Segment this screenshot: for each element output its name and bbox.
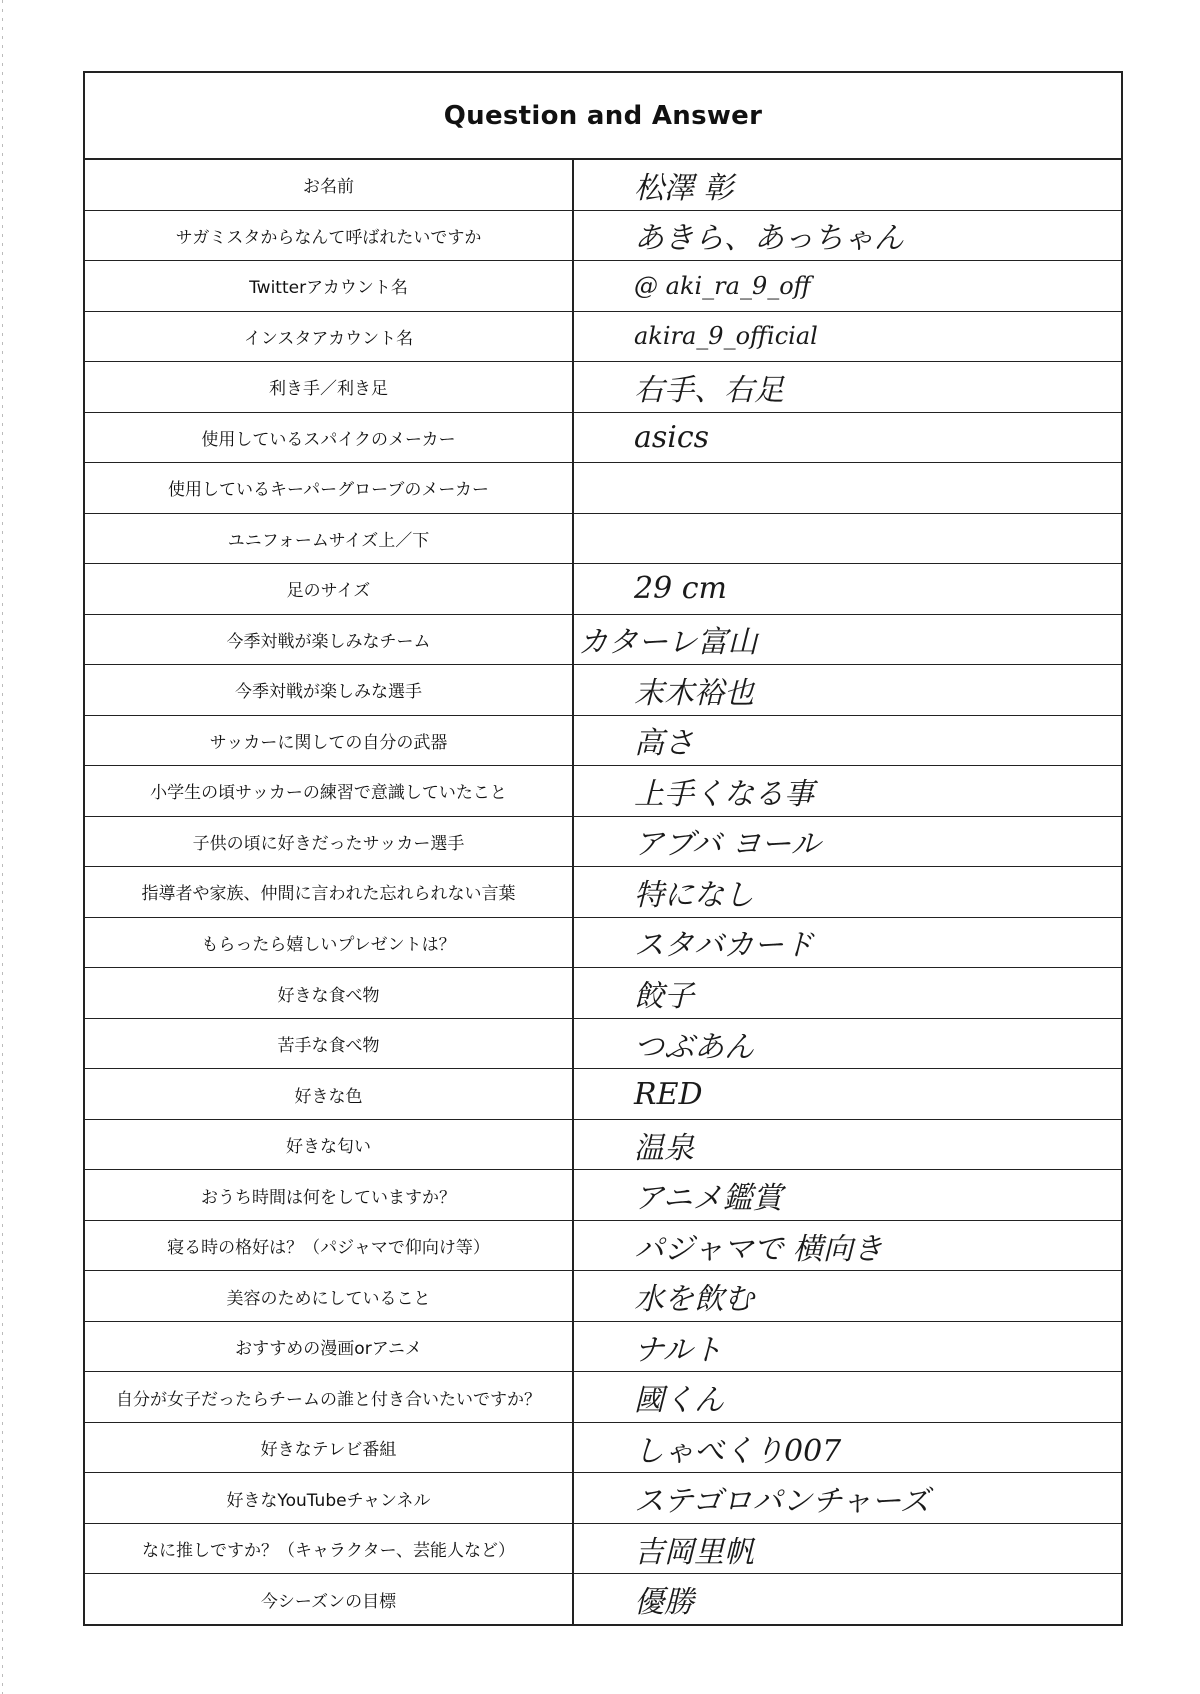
qa-row (85, 665, 1121, 716)
qa-row (85, 1069, 1121, 1120)
answer-cell: スタバカード (634, 928, 814, 964)
qa-row (85, 1170, 1121, 1221)
answer-cell: しゃべくり007 (634, 1433, 842, 1469)
question-cell: サガミスタからなんて呼ばれたいですか (85, 211, 574, 261)
question-cell: 使用しているスパイクのメーカー (85, 413, 574, 463)
title-row (85, 73, 1121, 160)
answer-cell: 高さ (634, 726, 694, 762)
qa-row (85, 463, 1121, 514)
question-cell: 美容のためにしていること (85, 1271, 574, 1321)
qa-row (85, 211, 1121, 262)
question-cell: なに推しですか？（キャラクター、芸能人など） (85, 1524, 574, 1574)
answer-cell: akira_9_official (634, 322, 818, 351)
question-cell: 寝る時の格好は？（パジャマで仰向け等） (85, 1221, 574, 1271)
qa-row (85, 1322, 1121, 1373)
answer-cell: アブバ ヨール (634, 827, 821, 863)
question-cell: 好きなYouTubeチャンネル (85, 1473, 574, 1523)
qa-row (85, 817, 1121, 868)
question-cell: 足のサイズ (85, 564, 574, 614)
qa-row (85, 312, 1121, 363)
answer-cell: あきら、あっちゃん (634, 221, 904, 257)
question-cell: 好きなテレビ番組 (85, 1423, 574, 1473)
question-cell: Twitterアカウント名 (85, 261, 574, 311)
qa-row (85, 1372, 1121, 1423)
page-title: Question and Answer (443, 100, 763, 131)
answer-cell: 末木裕也 (634, 675, 754, 711)
question-cell: 使用しているキーパーグローブのメーカー (85, 463, 574, 513)
qa-row (85, 766, 1121, 817)
qa-row (85, 1019, 1121, 1070)
answer-cell (574, 463, 1121, 513)
questionnaire-sheet (83, 71, 1123, 1626)
qa-row (85, 362, 1121, 413)
question-cell: お名前 (85, 160, 574, 210)
qa-row (85, 716, 1121, 767)
answer-cell: asics (634, 419, 710, 455)
answer-cell (574, 514, 1121, 564)
question-cell: 好きな食べ物 (85, 968, 574, 1018)
answer-cell: ナルト (634, 1332, 723, 1368)
qa-row (85, 514, 1121, 565)
answer-cell: 吉岡里帆 (634, 1534, 754, 1570)
question-cell: サッカーに関しての自分の武器 (85, 716, 574, 766)
answer-cell: 松澤 彰 (634, 170, 734, 206)
question-cell: 指導者や家族、仲間に言われた忘れられない言葉 (85, 867, 574, 917)
question-cell: おすすめの漫画orアニメ (85, 1322, 574, 1372)
answer-cell: 右手、右足 (634, 372, 784, 408)
qa-table (85, 160, 1121, 1624)
answer-cell: RED (634, 1076, 703, 1112)
question-cell: おうち時間は何をしていますか？ (85, 1170, 574, 1220)
question-cell: 利き手／利き足 (85, 362, 574, 412)
answer-cell: アニメ鑑賞 (634, 1181, 783, 1217)
qa-row (85, 1574, 1121, 1624)
question-cell: 今季対戦が楽しみなチーム (85, 615, 574, 665)
qa-row (85, 1524, 1121, 1575)
answer-cell: つぶあん (634, 1029, 754, 1065)
answer-cell: カターレ富山 (578, 625, 758, 661)
question-cell: 好きな匂い (85, 1120, 574, 1170)
qa-row (85, 160, 1121, 211)
question-cell: もらったら嬉しいプレゼントは？ (85, 918, 574, 968)
qa-row (85, 413, 1121, 464)
qa-row (85, 918, 1121, 969)
answer-cell: パジャマで 横向き (634, 1231, 883, 1267)
qa-row (85, 564, 1121, 615)
qa-row (85, 1221, 1121, 1272)
answer-cell: 餃子 (634, 979, 694, 1014)
qa-row (85, 1423, 1121, 1474)
answer-cell: 29 cm (634, 571, 727, 607)
qa-row (85, 1271, 1121, 1322)
answer-cell: 上手くなる事 (634, 776, 814, 812)
answer-cell: 優勝 (634, 1585, 694, 1621)
qa-row (85, 615, 1121, 666)
answer-cell: ステゴロパンチャーズ (634, 1484, 930, 1520)
answer-cell: 特になし (634, 877, 754, 913)
answer-cell: 温泉 (634, 1130, 694, 1166)
question-cell: 自分が女子だったらチームの誰と付き合いたいですか？ (85, 1372, 574, 1422)
qa-row (85, 968, 1121, 1019)
question-cell: 好きな色 (85, 1069, 574, 1119)
question-cell: 苦手な食べ物 (85, 1019, 574, 1069)
qa-row (85, 1120, 1121, 1171)
answer-cell: @ aki_ra_9_off (634, 271, 811, 300)
question-cell: 小学生の頃サッカーの練習で意識していたこと (85, 766, 574, 816)
question-cell: 今シーズンの目標 (85, 1574, 574, 1624)
qa-row (85, 1473, 1121, 1524)
qa-row (85, 261, 1121, 312)
question-cell: インスタアカウント名 (85, 312, 574, 362)
answer-cell: 水を飲む (634, 1282, 754, 1318)
qa-row (85, 867, 1121, 918)
question-cell: 子供の頃に好きだったサッカー選手 (85, 817, 574, 867)
answer-cell: 國くん (634, 1383, 724, 1419)
question-cell: 今季対戦が楽しみな選手 (85, 665, 574, 715)
scan-edge-marks (2, 0, 3, 1694)
question-cell: ユニフォームサイズ上／下 (85, 514, 574, 564)
